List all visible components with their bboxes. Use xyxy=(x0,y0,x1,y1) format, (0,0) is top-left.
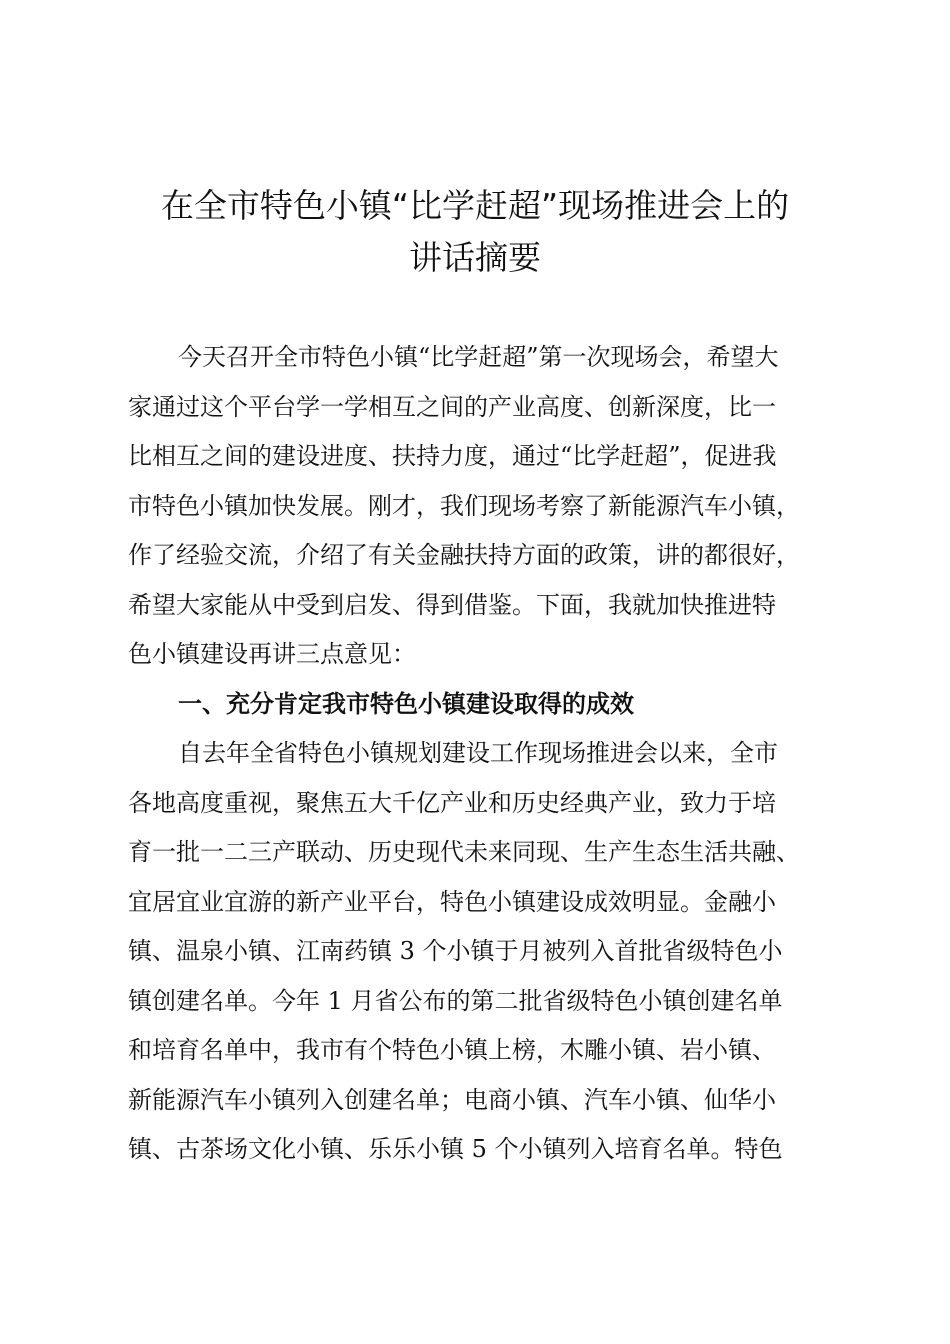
text-line: 育一批一二三产联动、历史现代未来同现、生产生态生活共融、 xyxy=(128,838,800,866)
text-line: 比相互之间的建设进度、扶持力度，通过“比学赶超”，促进我 xyxy=(128,442,777,470)
title-line-2: 讲话摘要 xyxy=(409,238,541,277)
document-body xyxy=(128,333,848,1175)
title-line-1: 在全市特色小镇“比学赶超”现场推进会上的 xyxy=(160,186,790,225)
text-line: 宜居宜业宜游的新产业平台，特色小镇建设成效明显。金融小 xyxy=(128,887,776,916)
text-line: 作了经验交流，介绍了有关金融扶持方面的政策，讲的都很好， xyxy=(128,541,800,569)
text-line: 色小镇建设再讲三点意见： xyxy=(128,640,416,668)
text-line: 自去年全省特色小镇规划建设工作现场推进会以来，全市 xyxy=(178,739,778,767)
document-title xyxy=(100,180,850,284)
text-line: 希望大家能从中受到启发、得到借鉴。下面，我就加快推进特 xyxy=(128,590,776,619)
text-line: 和培育名单中，我市有个特色小镇上榜，木雕小镇、岩小镇、 xyxy=(128,1036,776,1064)
text-line: 镇创建名单。今年 1 月省公布的第二批省级特色小镇创建名单 xyxy=(128,986,783,1015)
text-line: 镇、古茶场文化小镇、乐乐小镇 5 个小镇列入培育名单。特色 xyxy=(128,1135,783,1163)
section-1-heading: 一、充分肯定我市特色小镇建设取得的成效 xyxy=(178,689,634,718)
text-line: 市特色小镇加快发展。刚才，我们现场考察了新能源汽车小镇， xyxy=(128,491,800,520)
section-heading xyxy=(128,680,848,730)
text-line: 今天召开全市特色小镇“比学赶超”第一次现场会，希望大 xyxy=(178,343,779,371)
text-line: 新能源汽车小镇列入创建名单；电商小镇、汽车小镇、仙华小 xyxy=(128,1085,776,1114)
section-1-paragraph xyxy=(128,729,848,1175)
text-line: 各地高度重视，聚焦五大千亿产业和历史经典产业，致力于培 xyxy=(128,788,776,817)
intro-paragraph xyxy=(128,333,848,680)
text-line: 家通过这个平台学一学相互之间的产业高度、创新深度，比一 xyxy=(128,392,776,421)
text-line: 镇、温泉小镇、江南药镇 3 个小镇于月被列入首批省级特色小 xyxy=(128,937,783,965)
